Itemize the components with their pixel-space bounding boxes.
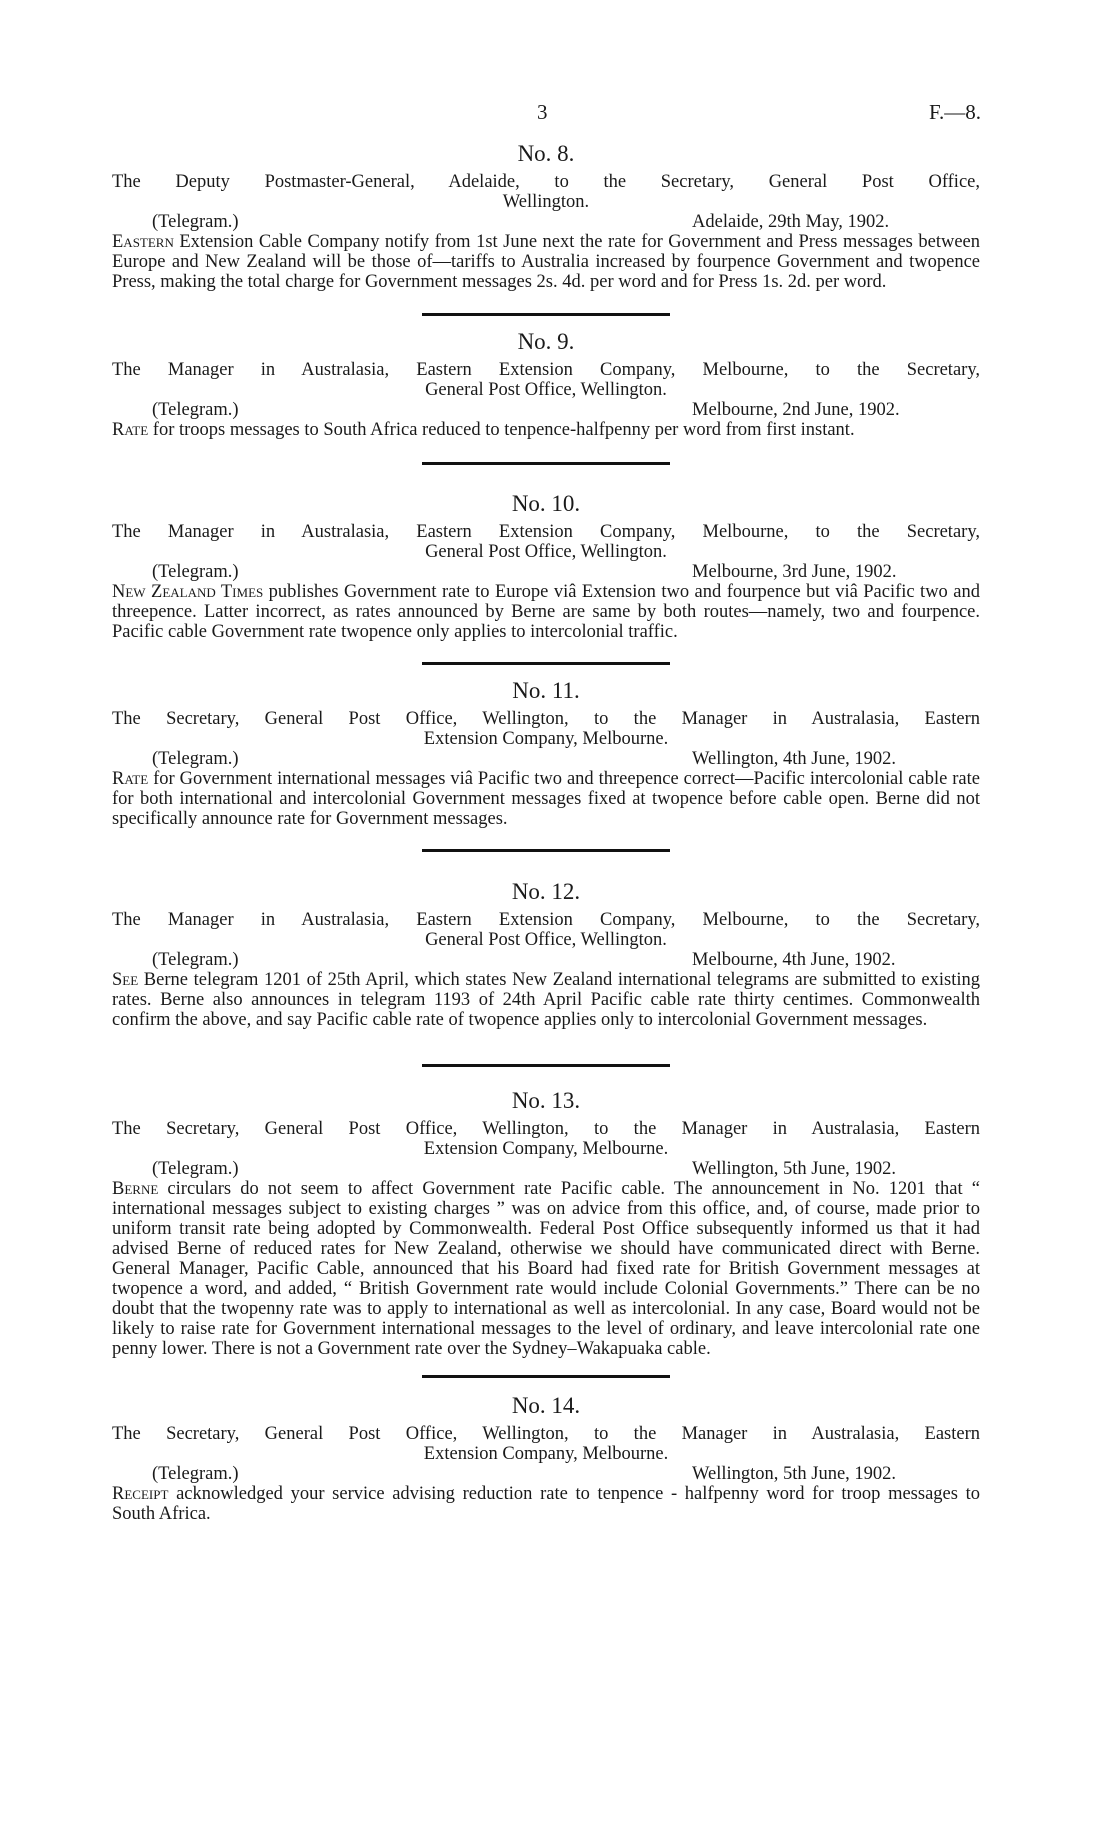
- lead-word: Rate: [112, 769, 149, 789]
- body-text: Berne telegram 1201 of 25th April, which states New Zealand international telegrams are submitted to existing rates. Berne also announces in telegram 1193 of 24th April Pacific cable rate thirty centimes. Commonwealth confirm the above, and say Pacific cable rate of twopence applies only to intercolonial Government messages.: [112, 970, 980, 1030]
- heading-line-2: Extension Company, Melbourne.: [423, 729, 669, 749]
- message-body: [112, 420, 980, 440]
- lead-word: Berne: [112, 1179, 159, 1199]
- heading-line-2: General Post Office, Wellington.: [425, 542, 667, 562]
- place-date: Melbourne, 4th June, 1902.: [692, 950, 896, 970]
- message-body: [112, 232, 980, 292]
- entry-number: No. 9.: [517, 329, 575, 354]
- entry-no-8: [112, 140, 980, 292]
- telegram-meta: [112, 950, 980, 970]
- entry-number: No. 12.: [511, 879, 581, 904]
- heading-line-2: General Post Office, Wellington.: [425, 930, 667, 950]
- telegram-meta: [112, 1159, 980, 1179]
- message-kind: (Telegram.): [152, 749, 239, 769]
- body-text: circulars do not seem to affect Government rate Pacific cable. The announcement in No. 1201 that “ international messages subject to existing charges ” was on advice from this office, and, of course, made prior to uniform transit rate being adopted by Commonwealth. Federal Post Office subsequently informed us that it had advised Berne of reduced rates for New Zealand, otherwise we should have communicated direct with Berne. General Manager, Pacific Cable, announced that his Board had fixed rate for British Government messages at twopence a word, and added, “ British Government rate would include Colonial Governments.” There can be no doubt that the twopenny rate was to apply to international as well as intercolonial. In any case, Board would not be likely to raise rate for Government international messages to the level of ordinary, and leave intercolonial rate one penny lower. There is not a Government rate over the Sydney–Wakapuaka cable.: [112, 1179, 980, 1359]
- telegram-meta: [112, 749, 980, 769]
- entry-no-13: [112, 1087, 980, 1359]
- lead-word: Eastern: [112, 232, 174, 252]
- place-date: Wellington, 5th June, 1902.: [692, 1464, 897, 1484]
- page-header: [0, 100, 1114, 130]
- page-content: [112, 140, 980, 1524]
- message-kind: (Telegram.): [152, 1464, 239, 1484]
- place-date: Wellington, 5th June, 1902.: [692, 1159, 897, 1179]
- heading-line-2: Wellington.: [502, 192, 590, 212]
- entry-number: No. 8.: [517, 141, 575, 166]
- message-body: [112, 769, 980, 829]
- lead-word: Receipt: [112, 1484, 169, 1504]
- lead-word: New Zealand Times: [112, 582, 264, 602]
- message-kind: (Telegram.): [152, 400, 239, 420]
- message-body: [112, 582, 980, 642]
- entry-heading: [112, 522, 980, 562]
- heading-line-1: The Secretary, General Post Office, Wellington, to the Manager in Australasia, Eastern: [112, 709, 980, 729]
- entry-no-9: [112, 328, 980, 440]
- place-date: Melbourne, 2nd June, 1902.: [692, 400, 900, 420]
- message-kind: (Telegram.): [152, 212, 239, 232]
- body-text: for troops messages to South Africa reduced to tenpence-halfpenny per word from first instant.: [148, 420, 855, 440]
- heading-line-1: The Secretary, General Post Office, Wellington, to the Manager in Australasia, Eastern: [112, 1119, 980, 1139]
- telegram-meta: [112, 562, 980, 582]
- heading-line-1: The Manager in Australasia, Eastern Extension Company, Melbourne, to the Secretary,: [112, 522, 980, 542]
- place-date: Melbourne, 3rd June, 1902.: [692, 562, 897, 582]
- message-body: [112, 970, 980, 1030]
- place-date: Adelaide, 29th May, 1902.: [692, 212, 890, 232]
- entry-number: No. 14.: [511, 1393, 581, 1418]
- entry-heading: [112, 1119, 980, 1159]
- heading-line-2: Extension Company, Melbourne.: [423, 1444, 669, 1464]
- body-text: acknowledged your service advising reduction rate to tenpence - halfpenny word for troop messages to South Africa.: [112, 1484, 980, 1524]
- document-reference: F.—8.: [929, 100, 981, 124]
- entry-no-11: [112, 677, 980, 829]
- entry-number: No. 10.: [511, 491, 581, 516]
- entry-no-10: [112, 490, 980, 642]
- entry-number: No. 11.: [512, 678, 580, 703]
- body-text: for Government international messages viâ Pacific two and threepence correct—Pacific intercolonial cable rate for both international and intercolonial Government messages fixed at twopence before cable open. Berne did not specifically announce rate for Government messages.: [112, 769, 980, 829]
- body-text: publishes Government rate to Europe viâ Extension two and fourpence but viâ Pacific two and threepence. Latter incorrect, as rates announced by Berne are same by both routes—namely, two and fourpence. Pacific cable Government rate twopence only applies to intercolonial traffic.: [112, 582, 980, 642]
- telegram-meta: [112, 1464, 980, 1484]
- message-body: [112, 1179, 980, 1359]
- lead-word: Rate: [112, 420, 149, 440]
- message-kind: (Telegram.): [152, 950, 239, 970]
- body-text: Extension Cable Company notify from 1st June next the rate for Government and Press messages between Europe and New Zealand will be those of—tariffs to Australia increased by fourpence Government and twopence Press, making the total charge for Government messages 2s. 4d. per word and for Press 1s. 2d. per word.: [112, 232, 980, 292]
- message-kind: (Telegram.): [152, 1159, 239, 1179]
- heading-line-1: The Manager in Australasia, Eastern Extension Company, Melbourne, to the Secretary,: [112, 910, 980, 930]
- entry-heading: [112, 1424, 980, 1464]
- message-kind: (Telegram.): [152, 562, 239, 582]
- entry-no-12: [112, 878, 980, 1030]
- entry-heading: [112, 172, 980, 212]
- heading-line-2: General Post Office, Wellington.: [425, 380, 667, 400]
- heading-line-1: The Secretary, General Post Office, Wellington, to the Manager in Australasia, Eastern: [112, 1424, 980, 1444]
- heading-line-1: The Deputy Postmaster-General, Adelaide, to the Secretary, General Post Office,: [112, 172, 980, 192]
- entry-no-14: [112, 1392, 980, 1524]
- entry-heading: [112, 360, 980, 400]
- heading-line-2: Extension Company, Melbourne.: [423, 1139, 669, 1159]
- telegram-meta: [112, 400, 980, 420]
- entry-heading: [112, 709, 980, 749]
- page-number: 3: [537, 100, 548, 124]
- place-date: Wellington, 4th June, 1902.: [692, 749, 897, 769]
- lead-word: See: [112, 970, 139, 990]
- telegram-meta: [112, 212, 980, 232]
- entry-heading: [112, 910, 980, 950]
- heading-line-1: The Manager in Australasia, Eastern Extension Company, Melbourne, to the Secretary,: [112, 360, 980, 380]
- entry-number: No. 13.: [511, 1088, 581, 1113]
- message-body: [112, 1484, 980, 1524]
